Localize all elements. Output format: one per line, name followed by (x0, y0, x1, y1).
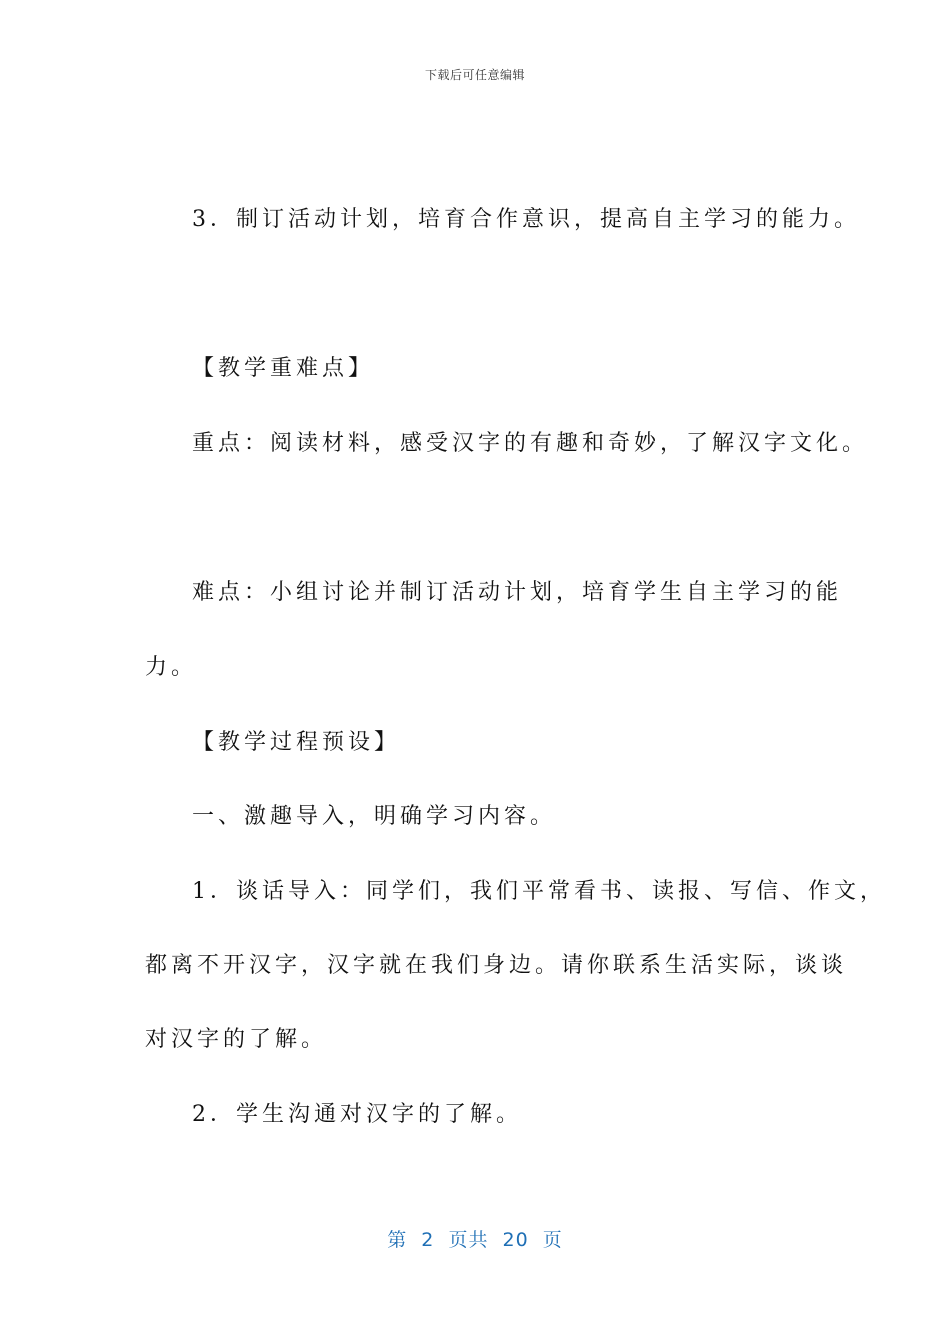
paragraph-step-1-1-cont: 都离不开汉字，汉字就在我们身边。请你联系生活实际，谈谈 (145, 953, 848, 978)
page-header: 下载后可任意编辑 (424, 68, 525, 82)
paragraph-step-1: 一、激趣导入，明确学习内容。 (192, 804, 557, 829)
paragraph-step-1-1: 1．谈话导入：同学们，我们平常看书、读报、写信、作文， (192, 879, 886, 904)
section-heading-key-points: 【教学重难点】 (192, 356, 375, 381)
paragraph-difficult-point-cont: 力。 (145, 655, 198, 680)
paragraph-step-1-1-end: 对汉字的了解。 (145, 1027, 328, 1052)
paragraph-step-1-2: 2．学生沟通对汉字的了解。 (192, 1102, 522, 1127)
paragraph-key-point: 重点：阅读材料，感受汉字的有趣和奇妙，了解汉字文化。 (192, 431, 869, 456)
page-number-footer: 第 2 页共 20 页 (387, 1229, 563, 1251)
paragraph-difficult-point: 难点：小组讨论并制订活动计划，培育学生自主学习的能 (192, 580, 843, 605)
section-heading-process: 【教学过程预设】 (192, 730, 401, 755)
paragraph-objective-3: 3．制订活动计划，培育合作意识，提高自主学习的能力。 (192, 207, 860, 232)
